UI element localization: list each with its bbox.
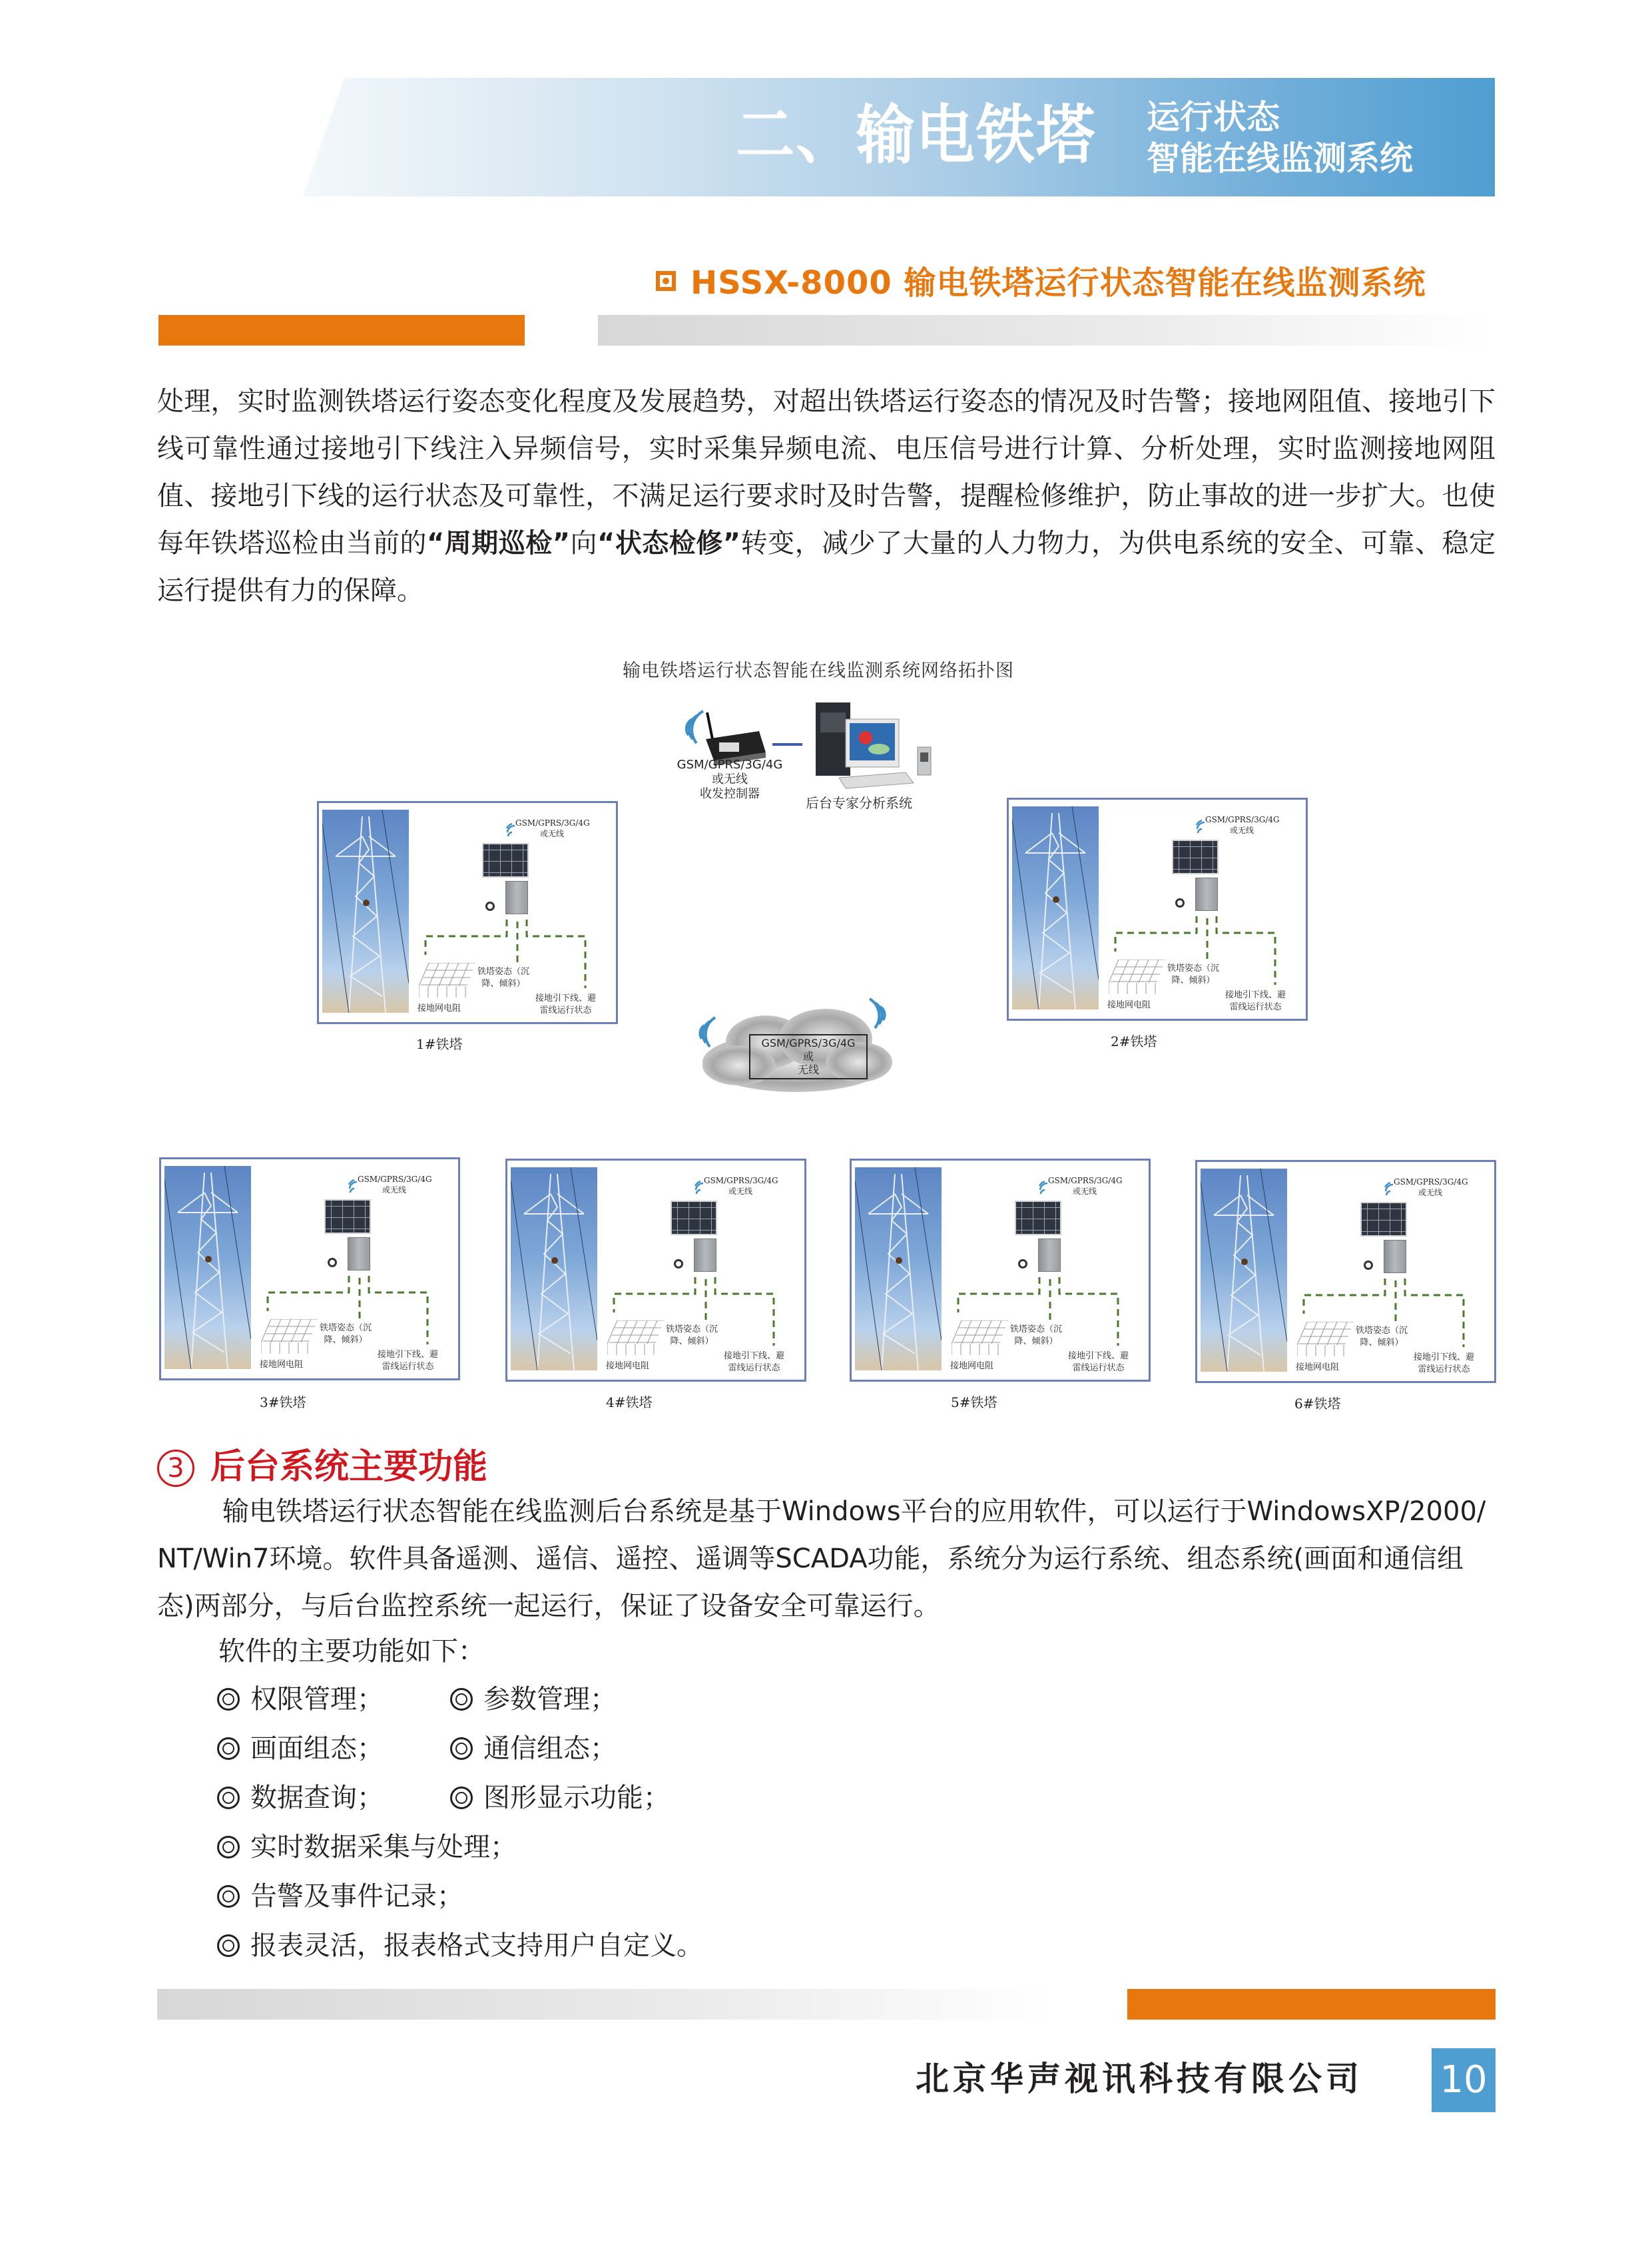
function-row [217, 1924, 703, 1962]
diagram-title: 输电铁塔运行状态智能在线监测系统网络拓扑图 [623, 661, 1014, 681]
cloud-label-line1: GSM/GPRS/3G/4G [761, 1037, 856, 1049]
footer-orange-bar [1127, 1989, 1496, 2020]
double-circle-bullet-icon [217, 1836, 240, 1858]
function-label: 画面组态； [250, 1733, 384, 1764]
function-label: 实时数据采集与处理； [250, 1832, 517, 1862]
grounding-grid-icon [607, 1320, 664, 1357]
tower-panel-4 [505, 1159, 806, 1382]
double-circle-bullet-icon [450, 1787, 473, 1809]
section-heading [157, 1438, 487, 1488]
function-item [450, 1678, 617, 1716]
double-circle-bullet-icon [217, 1934, 240, 1957]
function-item [450, 1727, 617, 1765]
ground-resistance-label: 接地网电阻 [417, 1003, 461, 1013]
lead-status-label: 接地引下线、避 雷线运行状态 [724, 1351, 785, 1373]
panel-network-label: GSM/GPRS/3G/4G 或无线 [1048, 1176, 1123, 1196]
header-banner [0, 0, 1652, 213]
lead-status-label: 接地引下线、避 雷线运行状态 [535, 993, 597, 1015]
posture-label: 铁塔姿态（沉 降、倾斜） [1356, 1326, 1408, 1348]
grounding-grid-icon [1109, 960, 1165, 996]
tower-panel-3 [159, 1157, 460, 1380]
double-circle-bullet-icon [217, 1787, 240, 1809]
posture-label: 铁塔姿态（沉 降、倾斜） [320, 1323, 372, 1345]
function-label: 数据查询； [250, 1783, 384, 1813]
intro-bold-periodic: “周期巡检” [426, 528, 571, 559]
function-row [217, 1727, 617, 1765]
panel-network-label: GSM/GPRS/3G/4G 或无线 [515, 818, 590, 838]
double-circle-bullet-icon [217, 1688, 240, 1711]
cloud-label-line2: 或 [802, 1050, 814, 1063]
square-bullet-icon [656, 271, 676, 291]
controller-label-line1: GSM/GPRS/3G/4G [677, 758, 783, 772]
function-row [217, 1777, 670, 1815]
controller-backend-link [772, 743, 802, 746]
tower-caption-5: 5#铁塔 [951, 1394, 997, 1410]
footer-grey-bar [157, 1989, 1056, 2020]
section-paragraph-text: 输电铁塔运行状态智能在线监测后台系统是基于Windows平台的应用软件，可以运行于WindowsXP/2000/ NT/Win7环境。软件具备遥测、遥信、遥控、遥调等SCADA功能，系统分为运行系统、组态系统(画面和通信组态)两部分，与后台监控系统一起运行，保证了设备安全可靠运行。 [157, 1496, 1486, 1621]
function-item [217, 1875, 463, 1913]
double-circle-bullet-icon [450, 1688, 473, 1711]
chapter-subtitle [1147, 97, 1413, 179]
intro-text-3: 转变，减少了大量的人力物力，为供电系统的安全、可靠、稳定运行提供有力的保障。 [157, 528, 1496, 606]
ground-resistance-label: 接地网电阻 [1107, 1000, 1151, 1010]
tower-caption-6: 6#铁塔 [1294, 1396, 1341, 1412]
function-item [217, 1678, 384, 1716]
function-row [217, 1875, 463, 1913]
product-title [656, 257, 1426, 303]
function-label: 参数管理； [483, 1684, 617, 1715]
product-title-text: HSSX-8000 输电铁塔运行状态智能在线监测系统 [690, 264, 1426, 302]
company-name: 北京华声视讯科技有限公司 [916, 2060, 1363, 2098]
tower-panel-1 [317, 801, 618, 1024]
grounding-grid-icon [261, 1319, 318, 1356]
chapter-subtitle-line1: 运行状态 [1147, 98, 1280, 137]
lead-status-label: 接地引下线、避 雷线运行状态 [1225, 990, 1286, 1012]
function-label: 权限管理； [250, 1684, 384, 1715]
intro-bold-condition: “状态检修” [597, 528, 741, 559]
intro-text-1: 处理，实时监测铁塔运行姿态变化程度及发展趋势，对超出铁塔运行姿态的情况及时告警；接地网阻值、接地引下线可靠性通过接地引下线注入异频信号，实时采集异频电流、电压信号进行计算、分析处理，实时监测接地网阻值、接地引下线的运行状态及可靠性，不满足运行要求时及时告警，提醒检修维护，防止事故的进一步扩大。也使每年铁塔巡检由当前的 [157, 386, 1496, 559]
controller-label-line3: 收发控制器 [700, 787, 760, 801]
double-circle-bullet-icon [217, 1885, 240, 1908]
double-circle-bullet-icon [217, 1737, 240, 1760]
function-item [217, 1777, 384, 1815]
chapter-subtitle-line2: 智能在线监测系统 [1147, 139, 1413, 178]
signal-waves-icon [687, 711, 703, 743]
tower-panel-6 [1195, 1160, 1496, 1383]
posture-label: 铁塔姿态（沉 降、倾斜） [477, 967, 530, 989]
tower-caption-1: 1#铁塔 [416, 1036, 463, 1052]
function-item [450, 1777, 670, 1815]
function-item [217, 1727, 384, 1765]
function-label: 告警及事件记录； [250, 1881, 463, 1912]
function-row [217, 1826, 517, 1864]
lead-status-label: 接地引下线、避 雷线运行状态 [378, 1350, 439, 1372]
ground-resistance-label: 接地网电阻 [260, 1360, 304, 1370]
section-heading-text: 后台系统主要功能 [210, 1447, 488, 1487]
posture-label: 铁塔姿态（沉 降、倾斜） [1167, 964, 1220, 985]
section-paragraph [157, 1488, 1496, 1630]
grounding-grid-icon [419, 963, 475, 999]
intro-text-2: 向 [570, 528, 598, 559]
posture-label: 铁塔姿态（沉 降、倾斜） [666, 1324, 718, 1346]
controller-label-line2: 或无线 [712, 772, 748, 786]
backend-computer-icon [806, 699, 939, 792]
posture-label: 铁塔姿态（沉 降、倾斜） [1010, 1324, 1063, 1346]
chapter-title: 二、输电铁塔 [736, 98, 1096, 172]
panel-network-label: GSM/GPRS/3G/4G 或无线 [1205, 815, 1280, 835]
intro-paragraph [157, 378, 1496, 615]
functions-intro: 软件的主要功能如下： [218, 1636, 485, 1667]
tower-caption-3: 3#铁塔 [260, 1394, 306, 1410]
panel-network-label: GSM/GPRS/3G/4G 或无线 [704, 1176, 778, 1196]
cloud-network-label [749, 1034, 868, 1079]
page-number: 10 [1432, 2048, 1496, 2112]
tower-panel-2 [1007, 798, 1308, 1021]
grey-divider-bar [598, 315, 1494, 346]
grounding-grid-icon [1297, 1322, 1354, 1358]
function-row [217, 1678, 617, 1716]
panel-network-label: GSM/GPRS/3G/4G 或无线 [358, 1175, 432, 1195]
tower-panel-5 [850, 1159, 1151, 1382]
ground-resistance-label: 接地网电阻 [950, 1361, 994, 1371]
cloud-label-line3: 无线 [797, 1063, 819, 1076]
lead-status-label: 接地引下线、避 雷线运行状态 [1068, 1351, 1129, 1373]
grounding-grid-icon [952, 1320, 1008, 1357]
tower-caption-4: 4#铁塔 [606, 1394, 653, 1410]
function-label: 通信组态； [483, 1733, 617, 1764]
panel-network-label: GSM/GPRS/3G/4G 或无线 [1394, 1177, 1468, 1197]
ground-resistance-label: 接地网电阻 [1296, 1362, 1340, 1372]
function-item [217, 1826, 517, 1864]
tower-caption-2: 2#铁塔 [1111, 1033, 1157, 1049]
function-label: 图形显示功能； [483, 1783, 670, 1813]
backend-system-label: 后台专家分析系统 [806, 795, 912, 811]
circled-number-icon: 3 [157, 1450, 194, 1487]
function-item [217, 1924, 703, 1962]
ground-resistance-label: 接地网电阻 [606, 1361, 650, 1371]
lead-status-label: 接地引下线、避 雷线运行状态 [1414, 1352, 1475, 1374]
function-label: 报表灵活，报表格式支持用户自定义。 [250, 1930, 703, 1961]
orange-divider-bar [158, 315, 525, 346]
controller-label [663, 758, 796, 802]
double-circle-bullet-icon [450, 1737, 473, 1760]
